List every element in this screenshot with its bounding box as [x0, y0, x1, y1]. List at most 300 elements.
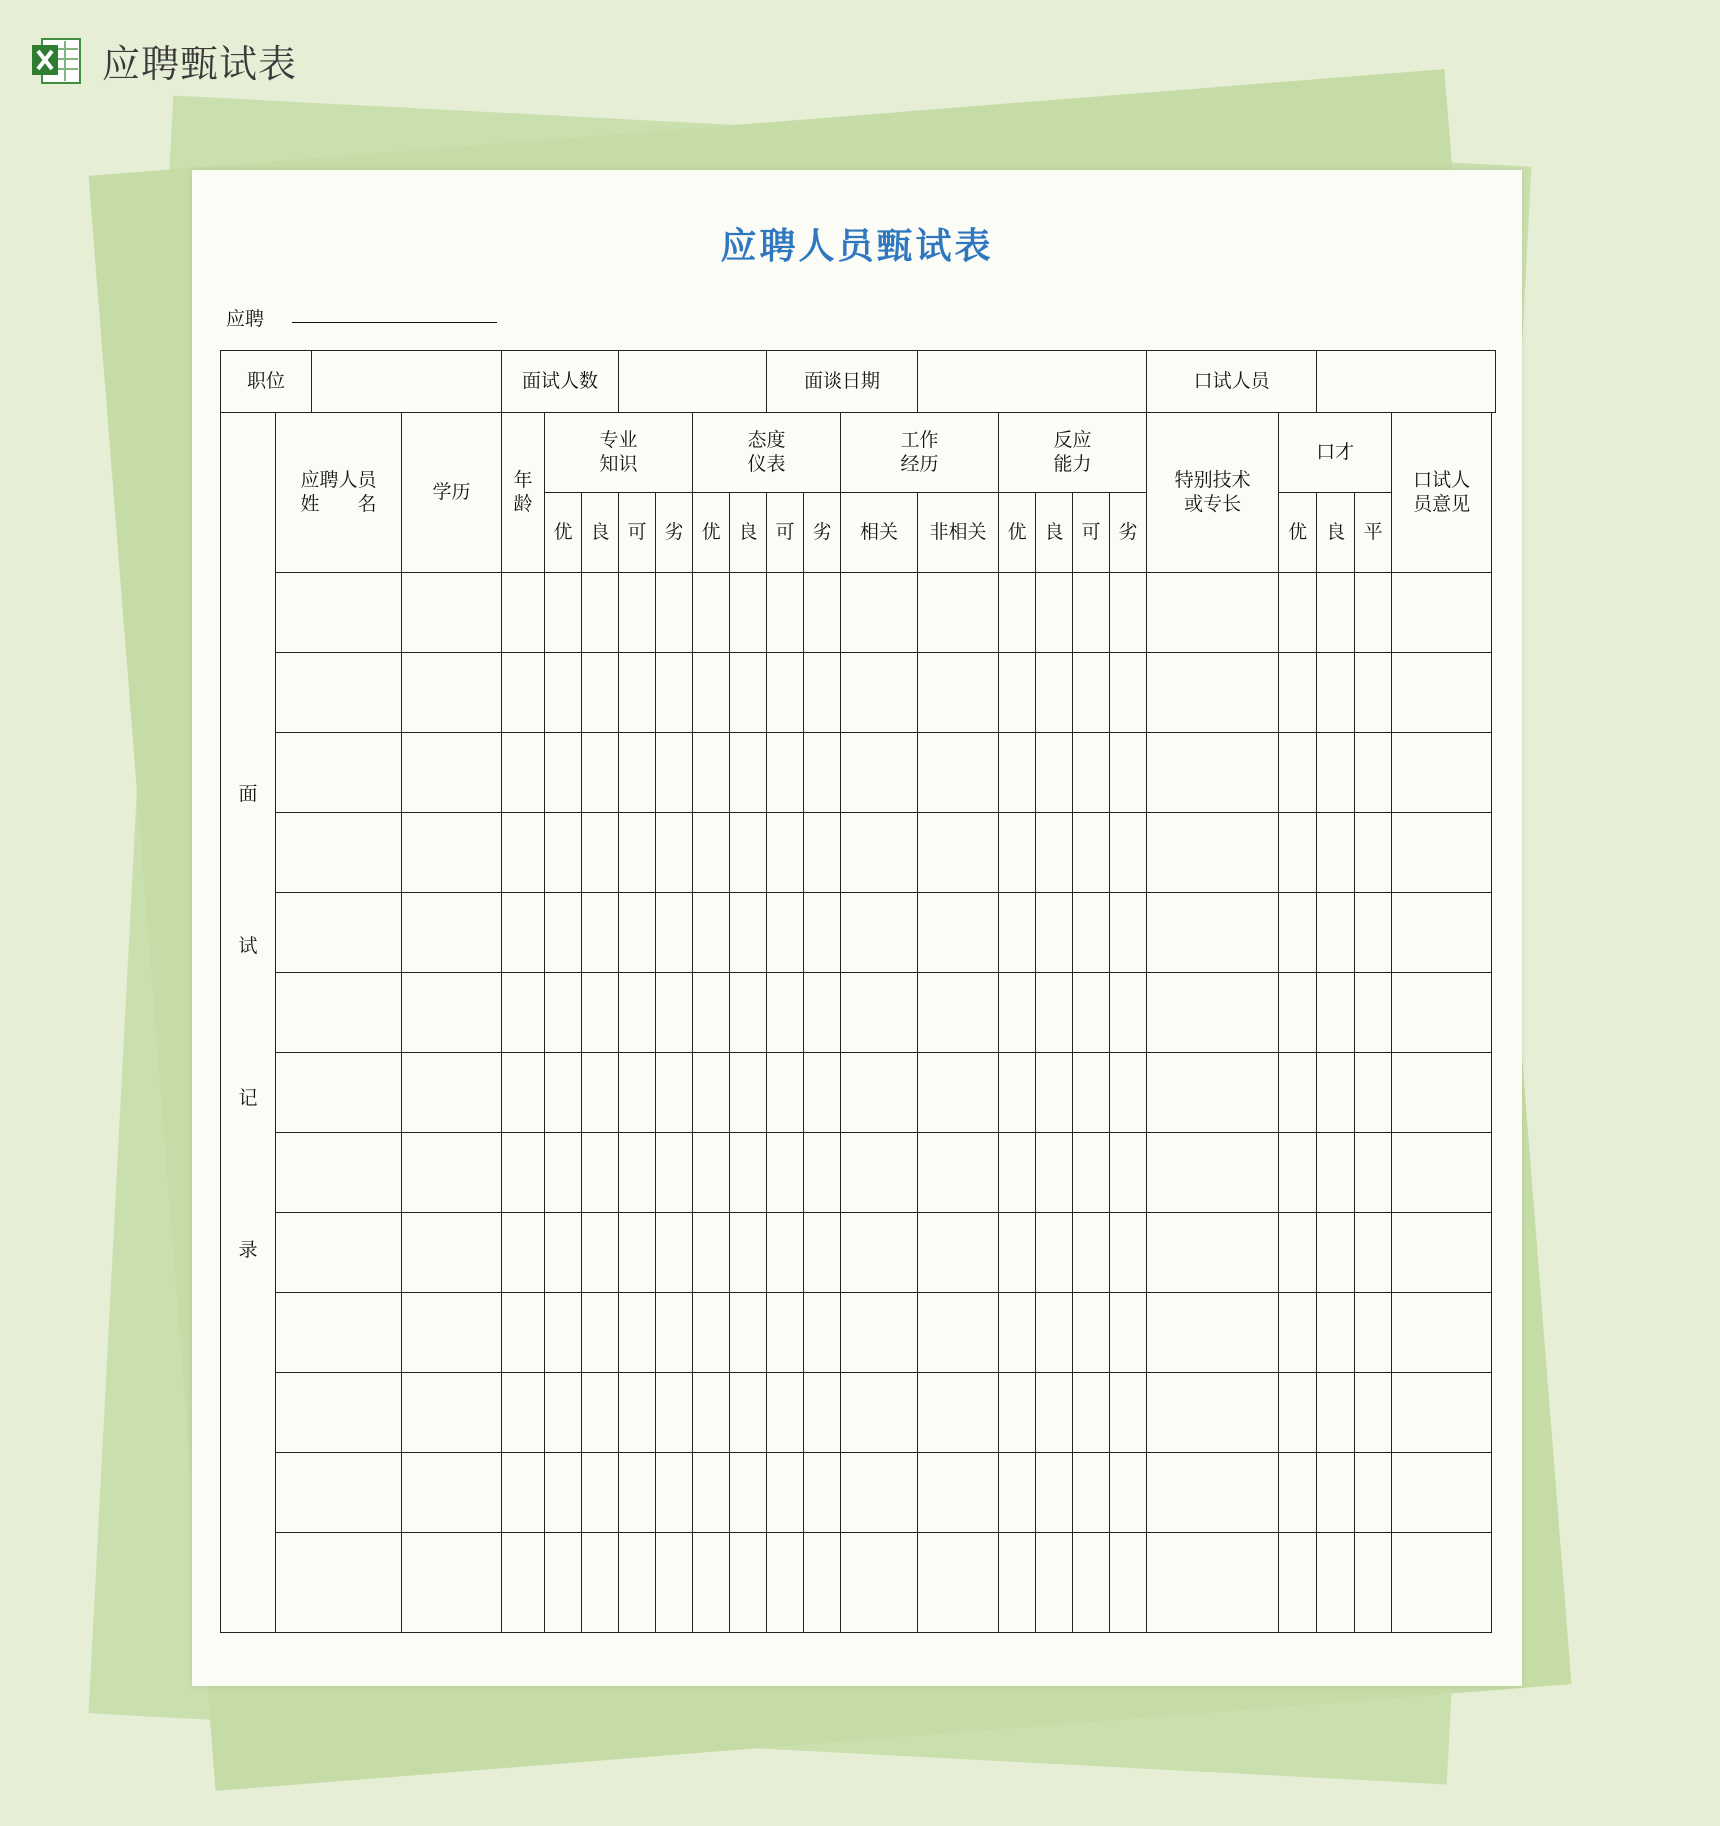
row-cell[interactable]: [502, 1533, 545, 1633]
row-cell[interactable]: [999, 1453, 1036, 1533]
row-cell[interactable]: [1355, 1213, 1392, 1293]
row-cell[interactable]: [1110, 1053, 1147, 1133]
row-cell[interactable]: [619, 893, 656, 973]
row-cell[interactable]: [1110, 813, 1147, 893]
row-cell[interactable]: [1073, 733, 1110, 813]
row-cell[interactable]: [656, 1453, 693, 1533]
row-cell-name[interactable]: [276, 1053, 402, 1133]
row-cell[interactable]: [402, 1293, 502, 1373]
row-cell[interactable]: [841, 573, 918, 653]
row-cell[interactable]: [619, 1133, 656, 1213]
row-cell[interactable]: [804, 1133, 841, 1213]
row-cell[interactable]: [402, 1533, 502, 1633]
info-value-position[interactable]: [312, 351, 502, 413]
row-cell[interactable]: [841, 653, 918, 733]
row-cell-name[interactable]: [276, 573, 402, 653]
row-cell[interactable]: [841, 733, 918, 813]
row-cell[interactable]: [619, 573, 656, 653]
row-cell[interactable]: [693, 1053, 730, 1133]
row-cell[interactable]: [656, 1373, 693, 1453]
table-row: [221, 1053, 1496, 1133]
row-cell[interactable]: [1036, 1053, 1073, 1133]
row-cell[interactable]: [693, 653, 730, 733]
row-cell[interactable]: [1110, 1373, 1147, 1453]
row-cell[interactable]: [918, 1533, 999, 1633]
row-cell[interactable]: [545, 1213, 582, 1293]
row-cell[interactable]: [582, 1293, 619, 1373]
row-cell[interactable]: [730, 1373, 767, 1453]
row-cell[interactable]: [1392, 1053, 1492, 1133]
row-cell[interactable]: [619, 1293, 656, 1373]
row-cell[interactable]: [918, 1053, 999, 1133]
row-cell[interactable]: [1073, 813, 1110, 893]
info-label-count: 面试人数: [502, 351, 619, 413]
row-cell[interactable]: [1355, 733, 1392, 813]
row-cell[interactable]: [1036, 653, 1073, 733]
row-cell[interactable]: [1355, 893, 1392, 973]
col-header-eloquence: 口才: [1279, 413, 1392, 493]
row-cell[interactable]: [1279, 1453, 1317, 1533]
row-cell[interactable]: [767, 973, 804, 1053]
row-cell[interactable]: [693, 733, 730, 813]
row-cell-name[interactable]: [276, 653, 402, 733]
row-cell[interactable]: [1073, 573, 1110, 653]
row-cell[interactable]: [767, 893, 804, 973]
row-cell[interactable]: [402, 653, 502, 733]
row-cell[interactable]: [730, 1053, 767, 1133]
row-cell[interactable]: [502, 1453, 545, 1533]
row-cell[interactable]: [918, 1453, 999, 1533]
header-row-1: [221, 413, 1496, 493]
row-cell[interactable]: [1036, 1373, 1073, 1453]
row-cell[interactable]: [1110, 573, 1147, 653]
row-cell-name[interactable]: [276, 973, 402, 1053]
row-cell-name[interactable]: [276, 1533, 402, 1633]
row-cell[interactable]: [1279, 1293, 1317, 1373]
row-cell[interactable]: [1355, 1133, 1392, 1213]
row-cell[interactable]: [999, 973, 1036, 1053]
row-cell[interactable]: [999, 1133, 1036, 1213]
row-cell[interactable]: [804, 1373, 841, 1453]
row-cell[interactable]: [1317, 1133, 1355, 1213]
row-cell[interactable]: [545, 733, 582, 813]
row-cell[interactable]: [1279, 573, 1317, 653]
row-cell[interactable]: [656, 973, 693, 1053]
row-cell[interactable]: [841, 1533, 918, 1633]
row-cell[interactable]: [656, 1053, 693, 1133]
row-cell[interactable]: [1392, 1133, 1492, 1213]
row-cell[interactable]: [1355, 1053, 1392, 1133]
row-cell[interactable]: [1147, 573, 1279, 653]
row-cell[interactable]: [767, 573, 804, 653]
row-cell[interactable]: [918, 573, 999, 653]
row-cell[interactable]: [619, 973, 656, 1053]
row-cell[interactable]: [656, 653, 693, 733]
row-cell[interactable]: [693, 1453, 730, 1533]
row-cell[interactable]: [1392, 893, 1492, 973]
row-cell[interactable]: [545, 1293, 582, 1373]
row-cell[interactable]: [402, 1133, 502, 1213]
row-cell[interactable]: [841, 1213, 918, 1293]
row-cell[interactable]: [918, 1293, 999, 1373]
row-cell[interactable]: [619, 1053, 656, 1133]
row-cell[interactable]: [1147, 733, 1279, 813]
row-cell[interactable]: [841, 893, 918, 973]
row-cell[interactable]: [1392, 733, 1492, 813]
row-cell[interactable]: [582, 573, 619, 653]
row-cell[interactable]: [730, 973, 767, 1053]
row-cell[interactable]: [918, 1373, 999, 1453]
row-cell[interactable]: [767, 1053, 804, 1133]
row-cell[interactable]: [804, 1213, 841, 1293]
row-cell[interactable]: [1279, 1133, 1317, 1213]
row-cell[interactable]: [1279, 973, 1317, 1053]
row-cell[interactable]: [999, 733, 1036, 813]
row-cell[interactable]: [1279, 653, 1317, 733]
row-cell[interactable]: [841, 1453, 918, 1533]
row-cell[interactable]: [1110, 653, 1147, 733]
row-cell[interactable]: [767, 1213, 804, 1293]
row-cell[interactable]: [1147, 1373, 1279, 1453]
row-cell[interactable]: [1036, 893, 1073, 973]
row-cell[interactable]: [1317, 1213, 1355, 1293]
row-cell[interactable]: [1279, 733, 1317, 813]
row-cell[interactable]: [1110, 1453, 1147, 1533]
row-cell[interactable]: [841, 1053, 918, 1133]
row-cell[interactable]: [1279, 893, 1317, 973]
row-cell[interactable]: [656, 1213, 693, 1293]
row-cell[interactable]: [1073, 1213, 1110, 1293]
row-cell[interactable]: [619, 1213, 656, 1293]
row-cell[interactable]: [502, 1053, 545, 1133]
row-cell-name[interactable]: [276, 733, 402, 813]
row-cell[interactable]: [1147, 1453, 1279, 1533]
info-value-date[interactable]: [918, 351, 1147, 413]
row-cell[interactable]: [1110, 1533, 1147, 1633]
row-cell[interactable]: [545, 813, 582, 893]
row-cell[interactable]: [582, 733, 619, 813]
row-cell[interactable]: [582, 893, 619, 973]
row-cell[interactable]: [1317, 733, 1355, 813]
row-cell[interactable]: [1392, 1213, 1492, 1293]
row-cell[interactable]: [1317, 1373, 1355, 1453]
row-cell[interactable]: [1355, 653, 1392, 733]
table-row: [221, 1133, 1496, 1213]
row-cell[interactable]: [1392, 973, 1492, 1053]
row-cell[interactable]: [1317, 573, 1355, 653]
row-cell[interactable]: [656, 1533, 693, 1633]
row-cell[interactable]: [1279, 813, 1317, 893]
row-cell[interactable]: [693, 893, 730, 973]
row-cell[interactable]: [1036, 573, 1073, 653]
row-cell[interactable]: [730, 573, 767, 653]
row-cell[interactable]: [1392, 813, 1492, 893]
apply-blank-line: [292, 322, 497, 323]
row-cell[interactable]: [619, 813, 656, 893]
row-cell[interactable]: [1147, 1533, 1279, 1633]
row-cell[interactable]: [804, 1533, 841, 1633]
row-cell-name[interactable]: [276, 893, 402, 973]
row-cell[interactable]: [582, 1133, 619, 1213]
row-cell[interactable]: [1317, 813, 1355, 893]
row-cell[interactable]: [1317, 1053, 1355, 1133]
row-cell[interactable]: [841, 1293, 918, 1373]
row-cell[interactable]: [1110, 973, 1147, 1053]
row-cell[interactable]: [402, 973, 502, 1053]
row-cell[interactable]: [804, 573, 841, 653]
row-cell[interactable]: [656, 1293, 693, 1373]
row-cell[interactable]: [1110, 733, 1147, 813]
row-cell[interactable]: [918, 973, 999, 1053]
row-cell[interactable]: [1073, 1453, 1110, 1533]
row-cell[interactable]: [1147, 1213, 1279, 1293]
row-cell[interactable]: [1036, 1293, 1073, 1373]
row-cell-name[interactable]: [276, 1293, 402, 1373]
row-cell[interactable]: [1355, 1293, 1392, 1373]
row-cell[interactable]: [1279, 1373, 1317, 1453]
row-cell[interactable]: [693, 973, 730, 1053]
row-cell[interactable]: [1036, 733, 1073, 813]
row-cell[interactable]: [656, 1133, 693, 1213]
row-cell[interactable]: [545, 973, 582, 1053]
row-cell[interactable]: [1355, 573, 1392, 653]
row-cell[interactable]: [999, 573, 1036, 653]
row-cell[interactable]: [730, 893, 767, 973]
row-cell[interactable]: [582, 1373, 619, 1453]
row-cell[interactable]: [841, 1133, 918, 1213]
row-cell[interactable]: [502, 973, 545, 1053]
row-cell[interactable]: [1073, 893, 1110, 973]
row-cell[interactable]: [1073, 973, 1110, 1053]
row-cell[interactable]: [1147, 653, 1279, 733]
row-cell[interactable]: [918, 893, 999, 973]
side-label-cell: [221, 413, 276, 1633]
row-cell[interactable]: [656, 893, 693, 973]
row-cell[interactable]: [1110, 1293, 1147, 1373]
table-row: [221, 1453, 1496, 1533]
row-cell[interactable]: [502, 893, 545, 973]
row-cell[interactable]: [545, 893, 582, 973]
row-cell[interactable]: [545, 1373, 582, 1453]
row-cell[interactable]: [730, 653, 767, 733]
row-cell[interactable]: [999, 1293, 1036, 1373]
row-cell[interactable]: [730, 1133, 767, 1213]
row-cell[interactable]: [582, 973, 619, 1053]
row-cell-name[interactable]: [276, 1213, 402, 1293]
row-cell[interactable]: [767, 1293, 804, 1373]
row-cell[interactable]: [693, 1133, 730, 1213]
row-cell[interactable]: [1392, 573, 1492, 653]
row-cell[interactable]: [841, 973, 918, 1053]
row-cell[interactable]: [999, 1533, 1036, 1633]
row-cell[interactable]: [1073, 1373, 1110, 1453]
row-cell[interactable]: [1392, 1373, 1492, 1453]
row-cell[interactable]: [502, 573, 545, 653]
row-cell[interactable]: [619, 653, 656, 733]
row-cell[interactable]: [1392, 653, 1492, 733]
row-cell[interactable]: [502, 1293, 545, 1373]
info-value-interviewer[interactable]: [1317, 351, 1496, 413]
row-cell[interactable]: [402, 813, 502, 893]
row-cell[interactable]: [402, 1453, 502, 1533]
row-cell[interactable]: [918, 733, 999, 813]
row-cell[interactable]: [804, 733, 841, 813]
row-cell-name[interactable]: [276, 813, 402, 893]
row-cell[interactable]: [693, 1213, 730, 1293]
row-cell[interactable]: [502, 1373, 545, 1453]
row-cell[interactable]: [1073, 1133, 1110, 1213]
row-cell[interactable]: [582, 1053, 619, 1133]
row-cell[interactable]: [402, 893, 502, 973]
row-cell[interactable]: [402, 733, 502, 813]
row-cell[interactable]: [545, 1533, 582, 1633]
row-cell[interactable]: [693, 1293, 730, 1373]
row-cell[interactable]: [1317, 1533, 1355, 1633]
row-cell[interactable]: [1392, 1293, 1492, 1373]
row-cell[interactable]: [656, 733, 693, 813]
row-cell[interactable]: [767, 653, 804, 733]
row-cell-name[interactable]: [276, 1133, 402, 1213]
row-cell[interactable]: [841, 1373, 918, 1453]
row-cell[interactable]: [693, 813, 730, 893]
row-cell[interactable]: [582, 1453, 619, 1533]
row-cell[interactable]: [402, 1213, 502, 1293]
row-cell[interactable]: [918, 653, 999, 733]
row-cell[interactable]: [1110, 1213, 1147, 1293]
row-cell[interactable]: [1317, 893, 1355, 973]
row-cell[interactable]: [767, 1533, 804, 1633]
row-cell[interactable]: [1392, 1533, 1492, 1633]
row-cell[interactable]: [804, 813, 841, 893]
row-cell[interactable]: [804, 1453, 841, 1533]
row-cell[interactable]: [999, 893, 1036, 973]
row-cell[interactable]: [1110, 1133, 1147, 1213]
row-cell[interactable]: [545, 1453, 582, 1533]
row-cell[interactable]: [1355, 813, 1392, 893]
row-cell[interactable]: [1110, 893, 1147, 973]
row-cell[interactable]: [402, 1053, 502, 1133]
row-cell[interactable]: [545, 1053, 582, 1133]
info-value-count[interactable]: [619, 351, 767, 413]
row-cell-name[interactable]: [276, 1373, 402, 1453]
row-cell[interactable]: [918, 813, 999, 893]
row-cell[interactable]: [1317, 1293, 1355, 1373]
row-cell[interactable]: [582, 1533, 619, 1633]
row-cell[interactable]: [767, 733, 804, 813]
row-cell[interactable]: [582, 653, 619, 733]
row-cell[interactable]: [402, 1373, 502, 1453]
row-cell[interactable]: [767, 1453, 804, 1533]
grade-cell: 优: [999, 493, 1036, 573]
row-cell[interactable]: [582, 1213, 619, 1293]
row-cell[interactable]: [730, 733, 767, 813]
row-cell[interactable]: [1279, 1213, 1317, 1293]
row-cell[interactable]: [918, 1133, 999, 1213]
row-cell[interactable]: [1147, 1053, 1279, 1133]
row-cell[interactable]: [402, 573, 502, 653]
row-cell[interactable]: [656, 813, 693, 893]
row-cell[interactable]: [1147, 1133, 1279, 1213]
row-cell[interactable]: [1355, 1373, 1392, 1453]
row-cell[interactable]: [1036, 1133, 1073, 1213]
row-cell[interactable]: [1036, 1213, 1073, 1293]
row-cell[interactable]: [730, 1213, 767, 1293]
row-cell[interactable]: [730, 813, 767, 893]
row-cell[interactable]: [730, 1453, 767, 1533]
row-cell[interactable]: [1355, 1533, 1392, 1633]
row-cell[interactable]: [1073, 1293, 1110, 1373]
row-cell[interactable]: [1279, 1053, 1317, 1133]
row-cell[interactable]: [999, 653, 1036, 733]
row-cell[interactable]: [1392, 1453, 1492, 1533]
row-cell[interactable]: [1147, 813, 1279, 893]
row-cell[interactable]: [693, 573, 730, 653]
row-cell[interactable]: [804, 653, 841, 733]
row-cell[interactable]: [1355, 1453, 1392, 1533]
row-cell[interactable]: [502, 653, 545, 733]
row-cell[interactable]: [767, 813, 804, 893]
row-cell[interactable]: [693, 1533, 730, 1633]
row-cell[interactable]: [1317, 973, 1355, 1053]
row-cell[interactable]: [502, 1213, 545, 1293]
row-cell[interactable]: [619, 1533, 656, 1633]
row-cell[interactable]: [804, 1053, 841, 1133]
row-cell[interactable]: [545, 1133, 582, 1213]
row-cell[interactable]: [1036, 973, 1073, 1053]
row-cell[interactable]: [1036, 1533, 1073, 1633]
row-cell-name[interactable]: [276, 1453, 402, 1533]
row-cell[interactable]: [1147, 893, 1279, 973]
row-cell[interactable]: [1317, 653, 1355, 733]
row-cell[interactable]: [545, 573, 582, 653]
row-cell[interactable]: [767, 1133, 804, 1213]
row-cell[interactable]: [1147, 973, 1279, 1053]
row-cell[interactable]: [1147, 1293, 1279, 1373]
row-cell[interactable]: [582, 813, 619, 893]
table-row: [221, 813, 1496, 893]
row-cell[interactable]: [1036, 1453, 1073, 1533]
row-cell[interactable]: [1073, 1053, 1110, 1133]
row-cell[interactable]: [1073, 1533, 1110, 1633]
row-cell[interactable]: [1279, 1533, 1317, 1633]
row-cell[interactable]: [841, 813, 918, 893]
row-cell[interactable]: [999, 1213, 1036, 1293]
row-cell[interactable]: [1036, 813, 1073, 893]
row-cell[interactable]: [1355, 973, 1392, 1053]
row-cell[interactable]: [999, 1053, 1036, 1133]
row-cell[interactable]: [502, 813, 545, 893]
row-cell[interactable]: [619, 1373, 656, 1453]
row-cell[interactable]: [767, 1373, 804, 1453]
row-cell[interactable]: [730, 1293, 767, 1373]
row-cell[interactable]: [502, 733, 545, 813]
row-cell[interactable]: [999, 1373, 1036, 1453]
row-cell[interactable]: [619, 1453, 656, 1533]
row-cell[interactable]: [1317, 1453, 1355, 1533]
row-cell[interactable]: [804, 893, 841, 973]
row-cell[interactable]: [1073, 653, 1110, 733]
row-cell[interactable]: [804, 1293, 841, 1373]
row-cell[interactable]: [502, 1133, 545, 1213]
row-cell[interactable]: [804, 973, 841, 1053]
row-cell[interactable]: [619, 733, 656, 813]
row-cell[interactable]: [999, 813, 1036, 893]
row-cell[interactable]: [656, 573, 693, 653]
row-cell[interactable]: [545, 653, 582, 733]
row-cell[interactable]: [918, 1213, 999, 1293]
row-cell[interactable]: [730, 1533, 767, 1633]
row-cell[interactable]: [693, 1373, 730, 1453]
